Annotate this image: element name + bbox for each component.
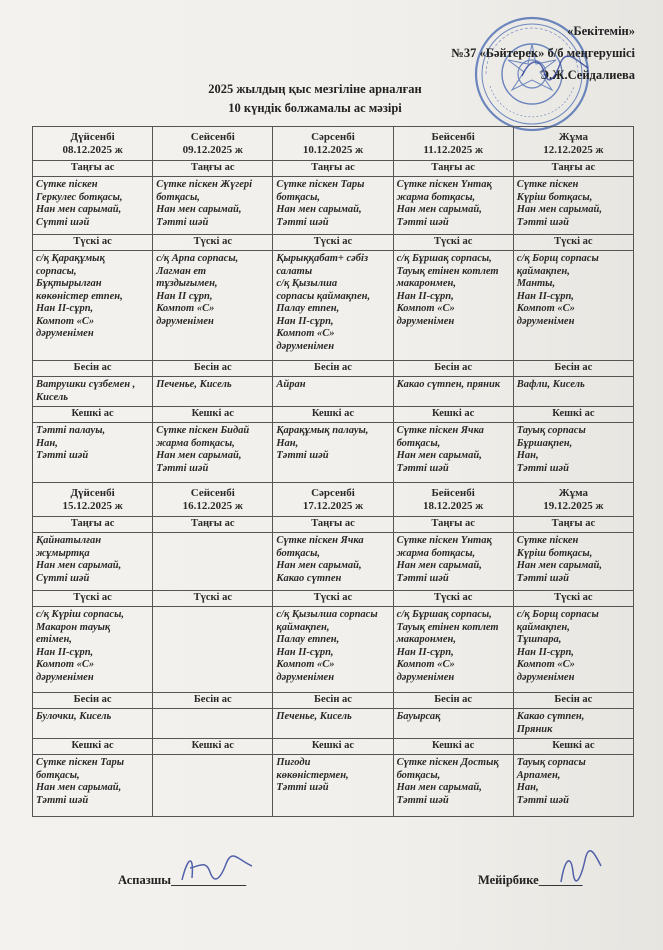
dish-line: Печенье, Кисель: [276, 711, 352, 722]
dish-line: көкөністермен,: [276, 769, 349, 781]
day-date: 12.12.2025 ж: [543, 143, 604, 156]
dish-line: дәруменімен: [36, 328, 94, 339]
menu-cell: [153, 177, 273, 235]
day-header-cell: [153, 483, 273, 517]
dish-line: Тәтті шәй: [516, 794, 569, 806]
dish-line: ботқасы,: [396, 437, 441, 449]
dish-line: Нан мен сарымай,: [36, 204, 122, 215]
meal-content-row: [33, 251, 634, 361]
day-header-cell: [33, 483, 153, 517]
day-header-cell: [393, 127, 513, 161]
meal-label: Бесін ас: [393, 361, 513, 377]
menu-cell: [33, 423, 153, 483]
dish-line: Нан ІІ-сұрп,: [396, 646, 454, 658]
meal-label-row: [33, 517, 634, 533]
dish-line: Қарақұмық палауы,: [276, 425, 369, 436]
dish-line: Ватрушки сүзбемен ,: [36, 379, 136, 390]
menu-cell: [393, 607, 513, 693]
dish-line: Нан мен сарымай,: [36, 560, 122, 571]
day-date: 19.12.2025 ж: [543, 499, 604, 512]
dish-line: Какао сүтпен: [276, 572, 342, 584]
meal-label-row: [33, 161, 634, 177]
dish-line: Нан ІІ-сұрп,: [276, 646, 334, 658]
dish-line: макаронмен,: [396, 278, 456, 289]
menu-cell: [393, 177, 513, 235]
dish-line: Макарон тауық: [36, 621, 111, 633]
menu-cell: [153, 377, 273, 407]
meal-label-row: [33, 361, 634, 377]
meal-content-row: [33, 607, 634, 693]
dish-line: дәруменімен: [396, 671, 455, 683]
menu-cell: [393, 423, 513, 483]
dish-line: Тауық етінен котлет: [396, 265, 499, 277]
dish-line: Нан,: [36, 437, 58, 449]
meal-label: Бесін ас: [393, 693, 513, 709]
dish-line: Тәтті шәй: [516, 216, 569, 228]
dish-line: етімен,: [36, 634, 72, 645]
meal-label: Таңғы ас: [393, 517, 513, 533]
cook-signature-label: Аспазшы____________: [118, 873, 247, 887]
day-header-cell: [33, 127, 153, 161]
menu-cell: [153, 709, 273, 739]
meal-label-row: [33, 693, 634, 709]
meal-label: Таңғы ас: [513, 517, 633, 533]
dish-line: Нан,: [516, 782, 539, 793]
menu-cell: [33, 533, 153, 591]
approval-signature: [520, 54, 590, 84]
dish-line: Палау етпен,: [276, 303, 340, 314]
meal-label: Түскі ас: [513, 235, 633, 251]
menu-cell: [513, 177, 633, 235]
meal-content-row: [33, 709, 634, 739]
meal-label: Түскі ас: [33, 591, 153, 607]
meal-label: Таңғы ас: [513, 161, 633, 177]
dish-line: Манты,: [516, 278, 556, 289]
meal-label: Бесін ас: [273, 361, 393, 377]
dish-line: Тәтті шәй: [36, 450, 89, 461]
dish-line: Компот «С»: [396, 659, 455, 670]
dish-line: жарма ботқасы,: [396, 191, 476, 203]
meal-content-row: [33, 177, 634, 235]
dish-line: Сүтке піскен Бидай: [156, 425, 250, 436]
dish-line: Тауық етінен котлет: [396, 621, 499, 633]
dish-line: Сүтке піскен: [36, 179, 98, 190]
dish-line: Нан мен сарымай,: [156, 450, 242, 461]
meal-label: Таңғы ас: [273, 161, 393, 177]
dish-line: Нан мен сарымай,: [396, 450, 482, 461]
dish-line: қаймақпен,: [276, 621, 330, 633]
dish-line: с/қ Борщ сорпасы: [516, 609, 599, 620]
dish-line: с/қ Арпа сорпасы,: [156, 253, 239, 264]
dish-line: Тәтті палауы,: [36, 425, 106, 436]
day-name: Бейсенбі: [431, 486, 475, 499]
dish-line: Сүтке піскен Тары: [276, 179, 365, 190]
approval-line-3: Э.Ж.Сейдалиева: [540, 68, 635, 82]
meal-label: Түскі ас: [273, 591, 393, 607]
dish-line: Нан мен сарымай,: [516, 204, 603, 215]
dish-line: Палау етпен,: [276, 634, 340, 645]
dish-line: Компот «С»: [276, 328, 335, 339]
dish-line: Нан мен сарымай,: [276, 560, 362, 571]
dish-line: Компот «С»: [276, 659, 335, 670]
meal-label: Бесін ас: [33, 693, 153, 709]
dish-line: Тауық сорпасы: [516, 757, 586, 768]
menu-cell: [273, 607, 393, 693]
nurse-label: Мейірбике: [478, 873, 539, 887]
meal-label: Таңғы ас: [393, 161, 513, 177]
day-name: Жұма: [558, 486, 589, 499]
nurse-signature: [555, 848, 605, 888]
menu-cell: [153, 755, 273, 817]
dish-line: Лагман ет тұздығымен,: [156, 265, 218, 289]
meal-content-row: [33, 423, 634, 483]
day-date: 18.12.2025 ж: [423, 499, 484, 512]
dish-line: Нан ІІ-сұрп,: [36, 646, 94, 658]
meal-label-row: [33, 407, 634, 423]
dish-line: дәруменімен: [276, 340, 335, 352]
dish-line: Сүтке піскен Ячка: [276, 535, 364, 546]
dish-line: Тәтті шәй: [516, 462, 569, 474]
dish-line: жарма ботқасы,: [156, 437, 235, 449]
meal-label-row: [33, 591, 634, 607]
day-date: 11.12.2025 ж: [423, 143, 483, 156]
menu-cell: [33, 377, 153, 407]
day-date: 08.12.2025 ж: [62, 143, 123, 156]
meal-label: Түскі ас: [33, 235, 153, 251]
dish-line: Нан мен сарымай,: [396, 204, 482, 215]
menu-cell: [273, 755, 393, 817]
meal-content-row: [33, 377, 634, 407]
meal-label: Түскі ас: [273, 235, 393, 251]
menu-cell: [273, 377, 393, 407]
cook-label: Аспазшы: [118, 873, 172, 887]
menu-cell: [33, 177, 153, 235]
dish-line: с/қ Қызылша: [276, 278, 338, 289]
meal-label: Таңғы ас: [153, 517, 273, 533]
menu-cell: [393, 251, 513, 361]
day-date: 09.12.2025 ж: [182, 143, 243, 156]
day-name: Сәрсенбі: [311, 130, 355, 143]
dish-line: Сүтті шәй: [36, 572, 90, 584]
day-name: Бейсенбі: [431, 130, 475, 143]
menu-cell: [153, 533, 273, 591]
dish-line: Тұшпара,: [516, 634, 562, 645]
meal-label: Кешкі ас: [513, 407, 633, 423]
dish-line: Сүтке піскен Үнтақ: [396, 535, 492, 546]
dish-line: Компот «С»: [36, 659, 95, 670]
dish-line: Кисель: [36, 391, 69, 403]
dish-line: Компот «С»: [516, 303, 575, 314]
dish-line: Нан,: [516, 450, 539, 461]
meal-label: Бесін ас: [153, 693, 273, 709]
dish-line: Нан мен сарымай,: [396, 782, 482, 793]
menu-title: [150, 80, 480, 118]
dish-line: Сүтке піскен Үнтақ: [396, 179, 492, 190]
dish-line: Тәтті шәй: [516, 572, 569, 584]
dish-line: ботқасы,: [156, 191, 200, 203]
menu-cell: [513, 423, 633, 483]
dish-line: Нан ІІ-сұрп,: [516, 646, 574, 658]
menu-cell: [393, 533, 513, 591]
dish-line: с/қ Бұршақ сорпасы,: [396, 609, 492, 620]
meal-label: Таңғы ас: [33, 161, 153, 177]
dish-line: с/қ Қызылша сорпасы: [276, 609, 378, 620]
dish-line: Нан ІІ-сұрп,: [396, 290, 454, 302]
dish-line: Сүтке піскен Ячка: [396, 425, 484, 436]
meal-label-row: [33, 739, 634, 755]
dish-line: Тәтті шәй: [156, 462, 209, 474]
day-name: Дүйсенбі: [70, 130, 115, 143]
dish-line: Күріш ботқасы,: [516, 547, 593, 559]
meal-label: Түскі ас: [153, 591, 273, 607]
dish-line: Тәтті шәй: [396, 572, 449, 584]
approval-line-1: «Бекітемін»: [567, 24, 635, 38]
dish-line: ботқасы,: [276, 547, 321, 559]
menu-cell: [33, 755, 153, 817]
meal-label: Бесін ас: [513, 361, 633, 377]
meal-label: Кешкі ас: [33, 739, 153, 755]
dish-line: Нан мен сарымай,: [396, 560, 482, 571]
cook-signature: [176, 850, 256, 890]
menu-cell: [273, 709, 393, 739]
dish-line: Нан мен сарымай,: [156, 204, 242, 215]
dish-line: Тәтті шәй: [276, 450, 329, 461]
dish-line: дәруменімен: [276, 671, 335, 683]
day-name: Жұма: [558, 130, 589, 143]
menu-cell: [153, 251, 273, 361]
menu-cell: [513, 755, 633, 817]
menu-cell: [393, 755, 513, 817]
meal-label: Бесін ас: [513, 693, 633, 709]
day-header-cell: [273, 483, 393, 517]
meal-label: Кешкі ас: [273, 739, 393, 755]
dish-line: с/қ Борщ сорпасы: [516, 253, 599, 264]
menu-table: [32, 126, 634, 817]
dish-line: Геркулес ботқасы,: [36, 191, 123, 203]
meal-label: Түскі ас: [393, 235, 513, 251]
meal-label: Кешкі ас: [513, 739, 633, 755]
meal-content-row: [33, 533, 634, 591]
menu-cell: [513, 607, 633, 693]
dish-line: Нан,: [276, 437, 299, 449]
dish-line: қаймақпен,: [516, 265, 570, 277]
dish-line: Күріш ботқасы,: [516, 191, 593, 203]
meal-content-row: [33, 755, 634, 817]
dish-line: Компот «С»: [156, 303, 215, 314]
meal-label: Таңғы ас: [273, 517, 393, 533]
dish-line: Пигоди: [276, 757, 311, 768]
menu-cell: [513, 251, 633, 361]
day-name: Дүйсенбі: [70, 486, 115, 499]
meal-label: Бесін ас: [273, 693, 393, 709]
meal-label: Кешкі ас: [393, 407, 513, 423]
dish-line: с/қ Күріш сорпасы,: [36, 609, 124, 620]
dish-line: с/қ Қарақұмық: [36, 253, 105, 264]
dish-line: Айран: [276, 379, 306, 390]
day-name: Сейсенбі: [190, 486, 235, 499]
dish-line: Сүтті шәй: [36, 216, 90, 228]
dish-line: Тәтті шәй: [276, 782, 329, 793]
dish-line: Тәтті шәй: [276, 216, 329, 228]
dish-line: макаронмен,: [396, 634, 456, 645]
meal-label: Таңғы ас: [153, 161, 273, 177]
dish-line: Нан мен сарымай,: [276, 204, 362, 215]
dish-line: Нан мен сарымай,: [36, 782, 122, 793]
title-line-2: 10 күндік болжамалы ас мәзірі: [228, 101, 402, 115]
menu-cell: [513, 709, 633, 739]
day-name: Сәрсенбі: [311, 486, 355, 499]
meal-label: Түскі ас: [393, 591, 513, 607]
dish-line: ботқасы,: [396, 769, 441, 781]
nurse-signature-label: Мейірбике_______: [478, 873, 583, 887]
menu-cell: [513, 377, 633, 407]
menu-cell: [273, 533, 393, 591]
dish-line: Компот «С»: [36, 315, 95, 327]
day-date: 17.12.2025 ж: [302, 499, 364, 512]
meal-label-row: [33, 235, 634, 251]
dish-line: Тауық сорпасы: [516, 425, 586, 436]
meal-label: Түскі ас: [153, 235, 273, 251]
dish-line: дәруменімен: [396, 315, 455, 327]
day-date: 16.12.2025 ж: [182, 499, 243, 512]
dish-line: көкөністер етпен,: [36, 290, 123, 302]
dish-line: Сүтке піскен: [516, 535, 579, 546]
menu-cell: [273, 423, 393, 483]
approval-line-2: №37 «Бәйтерек» б/б меңгерушісі: [451, 46, 635, 60]
menu-cell: [513, 533, 633, 591]
day-header-cell: [273, 127, 393, 161]
meal-label: Кешкі ас: [153, 739, 273, 755]
dish-line: Печенье, Кисель: [156, 379, 232, 390]
dish-line: Сүтке піскен Достық: [396, 757, 499, 768]
dish-line: жұмыртқа: [36, 547, 90, 559]
meal-label: Кешкі ас: [393, 739, 513, 755]
title-line-1: 2025 жылдың қыс мезгіліне арналған: [208, 82, 422, 96]
dish-line: Компот «С»: [396, 303, 455, 314]
dish-line: дәруменімен: [36, 671, 94, 683]
dish-line: Какао сүтпен, пряник: [396, 379, 501, 390]
meal-label: Бесін ас: [153, 361, 273, 377]
dish-line: Сүтке піскен Тары: [36, 757, 125, 768]
dish-line: Тәтті шәй: [396, 462, 449, 474]
dish-line: Вафли, Кисель: [516, 379, 585, 390]
day-header-row: [33, 127, 634, 161]
dish-line: Тәтті шәй: [156, 216, 209, 228]
dish-line: Тәтті шәй: [396, 216, 449, 228]
dish-line: Қайнатылған: [36, 535, 102, 546]
dish-line: Булочки, Кисель: [36, 711, 112, 722]
meal-label: Бесін ас: [33, 361, 153, 377]
menu-cell: [153, 423, 273, 483]
day-name: Сейсенбі: [190, 130, 235, 143]
day-header-cell: [393, 483, 513, 517]
dish-line: салаты: [276, 265, 313, 277]
dish-line: ботқасы,: [276, 191, 321, 203]
dish-line: Нан ІІ-сұрп,: [36, 303, 94, 314]
dish-line: Нан ІІ-сұрп,: [516, 290, 574, 302]
dish-line: дәруменімен: [516, 671, 575, 683]
dish-line: жарма ботқасы,: [396, 547, 476, 559]
dish-line: Нан мен сарымай,: [516, 560, 603, 571]
dish-line: сорпасы қаймақпен,: [276, 290, 371, 302]
dish-line: Қырыққабат+ сәбіз: [276, 253, 369, 264]
meal-label: Кешкі ас: [153, 407, 273, 423]
meal-label: Кешкі ас: [33, 407, 153, 423]
dish-line: Тәтті шәй: [396, 794, 449, 806]
dish-line: Какао сүтпен,: [516, 711, 585, 722]
dish-line: дәруменімен: [156, 315, 214, 327]
meal-label: Түскі ас: [513, 591, 633, 607]
day-header-cell: [513, 127, 633, 161]
dish-line: Тәтті шәй: [36, 794, 89, 806]
meal-label: Кешкі ас: [273, 407, 393, 423]
dish-line: Бауырсақ: [396, 711, 441, 722]
dish-line: с/қ Бұршақ сорпасы,: [396, 253, 492, 264]
menu-cell: [273, 251, 393, 361]
day-header-row: [33, 483, 634, 517]
dish-line: Арпамен,: [516, 769, 561, 781]
dish-line: Бұқтырылған: [36, 278, 102, 289]
dish-line: дәруменімен: [516, 315, 575, 327]
day-date: 10.12.2025 ж: [302, 143, 364, 156]
menu-cell: [273, 177, 393, 235]
menu-cell: [153, 607, 273, 693]
menu-cell: [33, 607, 153, 693]
dish-line: сорпасы,: [36, 265, 77, 277]
dish-line: қаймақпен,: [516, 621, 570, 633]
day-date: 15.12.2025 ж: [62, 499, 123, 512]
dish-line: Сүтке піскен: [516, 179, 579, 190]
menu-cell: [393, 709, 513, 739]
menu-cell: [393, 377, 513, 407]
dish-line: ботқасы,: [36, 769, 80, 781]
dish-line: Нан ІІ сұрп,: [156, 290, 213, 302]
dish-line: Нан ІІ-сұрп,: [276, 315, 334, 327]
dish-line: Сүтке піскен Жүгері: [156, 179, 253, 190]
menu-cell: [33, 709, 153, 739]
day-header-cell: [153, 127, 273, 161]
meal-label: Таңғы ас: [33, 517, 153, 533]
dish-line: Пряник: [516, 723, 553, 735]
dish-line: Бұршақпен,: [516, 437, 573, 449]
menu-cell: [33, 251, 153, 361]
day-header-cell: [513, 483, 633, 517]
dish-line: Компот «С»: [516, 659, 575, 670]
